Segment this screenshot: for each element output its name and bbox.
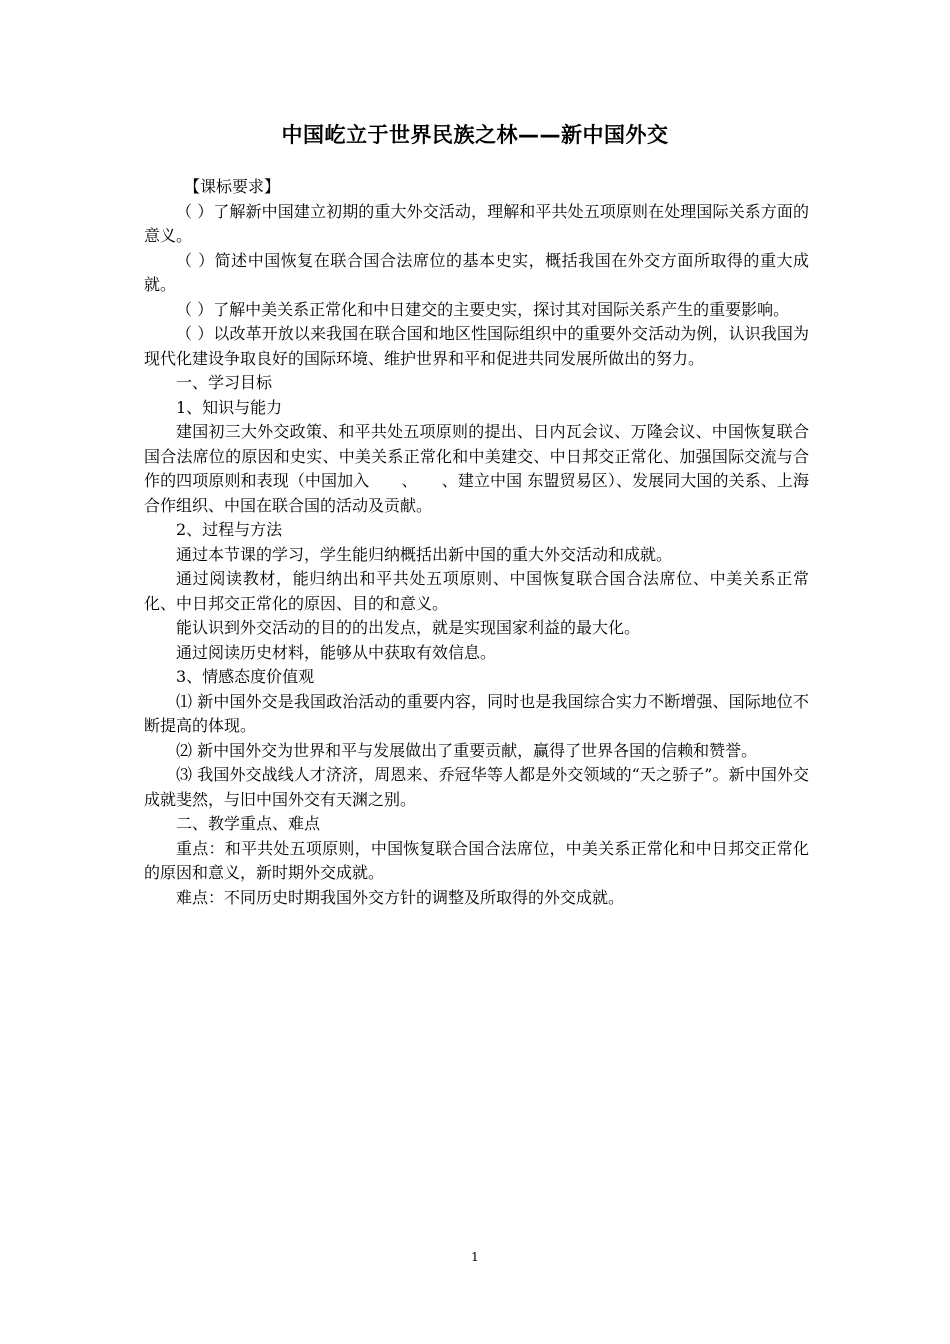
paragraph: 二、教学重点、难点 <box>176 814 321 833</box>
document-title: 中国屹立于世界民族之林——新中国外交 <box>281 123 669 147</box>
paragraph: 2、过程与方法 <box>176 520 283 539</box>
paragraph: 通过本节课的学习，学生能归纳概括出新中国的重大外交活动和成就。 <box>176 544 673 564</box>
section-heading: 【课标要求】 <box>184 177 281 196</box>
paragraph: 难点：不同历史时期我国外交方针的调整及所取得的外交成就。 <box>176 887 625 907</box>
paragraph: （ ）简述中国恢复在联合国合法席位的基本史实，概括我国在外交方面所取得的重大成就。 <box>144 250 809 294</box>
paragraph: （ ）了解新中国建立初期的重大外交活动，理解和平共处五项原则在处理国际关系方面的意义。 <box>144 201 809 245</box>
document-body <box>144 175 809 910</box>
paragraph: （ ）以改革开放以来我国在联合国和地区性国际组织中的重要外交活动为例，认识我国为现代化建设争取良好的国际环境、维护世界和平和促进共同发展所做出的努力。 <box>144 324 809 368</box>
paragraph: 通过阅读历史材料，能够从中获取有效信息。 <box>176 642 497 662</box>
paragraph: 1、知识与能力 <box>176 397 283 417</box>
paragraph: ⑵ 新中国外交为世界和平与发展做出了重要贡献，赢得了世界各国的信赖和赞誉。 <box>176 740 758 760</box>
paragraph: ⑶ 我国外交战线人才济济，周恩来、乔冠华等人都是外交领域的“天之骄子”。新中国外交成就斐然，与旧中国外交有天渊之别。 <box>144 765 809 809</box>
paragraph: （ ）了解中美关系正常化和中日建交的主要史实，探讨其对国际关系产生的重要影响。 <box>176 299 790 319</box>
paragraph: 一、学习目标 <box>176 373 273 392</box>
page-number: 1 <box>471 1250 479 1264</box>
paragraph: ⑴ 新中国外交是我国政治活动的重要内容，同时也是我国综合实力不断增强、国际地位不断提高的体现。 <box>144 691 809 735</box>
paragraph: 重点：和平共处五项原则，中国恢复联合国合法席位，中美关系正常化和中日邦交正常化的原因和意义，新时期外交成就。 <box>144 838 809 882</box>
paragraph: 能认识到外交活动的目的的出发点，就是实现国家利益的最大化。 <box>176 618 641 637</box>
paragraph: 通过阅读教材，能归纳出和平共处五项原则、中国恢复联合国合法席位、中美关系正常化、中日邦交正常化的原因、目的和意义。 <box>144 569 809 613</box>
paragraph: 建国初三大外交政策、和平共处五项原则的提出、日内瓦会议、万隆会议、中国恢复联合国合法席位的原因和史实、中美关系正常化和中美建交、中日邦交正常化、加强国际交流与合作的四项原则和表现（中国加入 、 、建立中国 东盟贸易区）、发展同大国的关系、上海合作组织、中国在联合国的活动及贡献。 <box>144 422 809 515</box>
paragraph: 3、情感态度价值观 <box>176 667 315 686</box>
